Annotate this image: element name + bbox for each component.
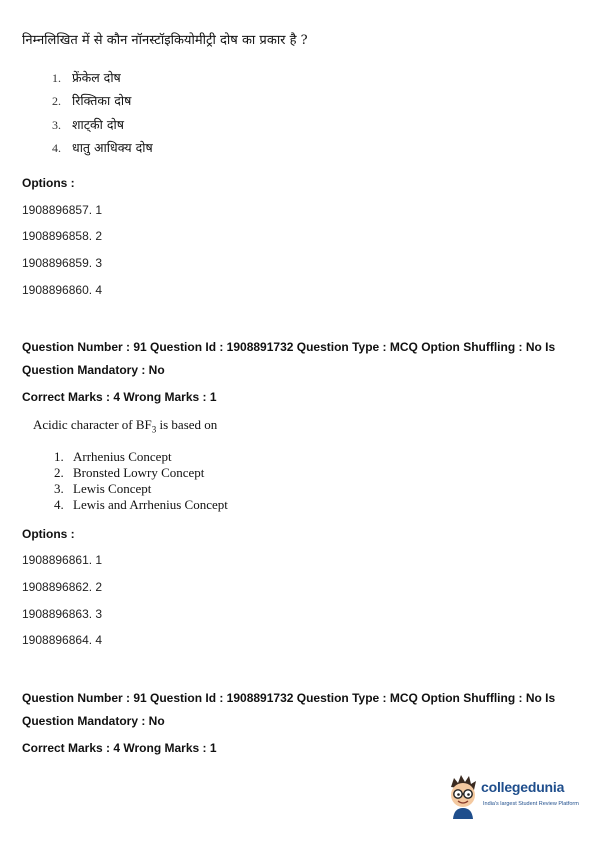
list-item: 1. Arrhenius Concept <box>54 449 172 464</box>
option-id: 1908896862. 2 <box>22 580 103 594</box>
list-item: 4. Lewis and Arrhenius Concept <box>54 497 228 512</box>
option-id: 1908896858. 2 <box>22 229 103 243</box>
question-mandatory: Question Mandatory : No <box>22 714 165 728</box>
logo-wordmark: collegedunia <box>481 779 565 795</box>
list-item: 3. शाट्की दोष <box>52 116 124 132</box>
option-id: 1908896859. 3 <box>22 256 103 270</box>
question-mandatory: Question Mandatory : No <box>22 363 165 377</box>
option-id: 1908896857. 1 <box>22 203 103 217</box>
option-id: 1908896861. 1 <box>22 553 103 567</box>
option-id: 1908896864. 4 <box>22 633 103 647</box>
option-id: 1908896863. 3 <box>22 607 103 621</box>
list-item: 2. रिक्तिका दोष <box>52 93 132 109</box>
choice-list <box>54 449 228 513</box>
logo-mascot-icon <box>444 773 482 819</box>
option-id: 1908896860. 4 <box>22 283 103 297</box>
question-header: Question Number : 91 Question Id : 1908891732 Question Type : MCQ Option Shuffling : No Is <box>22 691 556 705</box>
logo-tagline: India's largest Student Review Platform <box>483 801 579 807</box>
question-header: Question Number : 91 Question Id : 1908891732 Question Type : MCQ Option Shuffling : No Is <box>22 340 556 354</box>
list-item: 4. धातु आधिक्य दोष <box>52 139 153 155</box>
list-item: 2. Bronsted Lowry Concept <box>54 465 205 480</box>
options-label: Options : <box>22 527 75 541</box>
list-item: 1. फ्रेंकेल दोष <box>52 70 121 85</box>
question-marks: Correct Marks : 4 Wrong Marks : 1 <box>22 390 217 404</box>
question-text-hindi: निम्नलिखित में से कौन नॉनस्टॉइकियोमीट्री दोष का प्रकार है ? <box>22 33 308 48</box>
list-item: 3. Lewis Concept <box>54 481 152 496</box>
question-text: Acidic character of $BF_3$ is based on <box>33 417 218 435</box>
hindi-choice-list <box>52 68 153 161</box>
options-label: Options : <box>22 176 75 190</box>
question-marks: Correct Marks : 4 Wrong Marks : 1 <box>22 741 217 755</box>
